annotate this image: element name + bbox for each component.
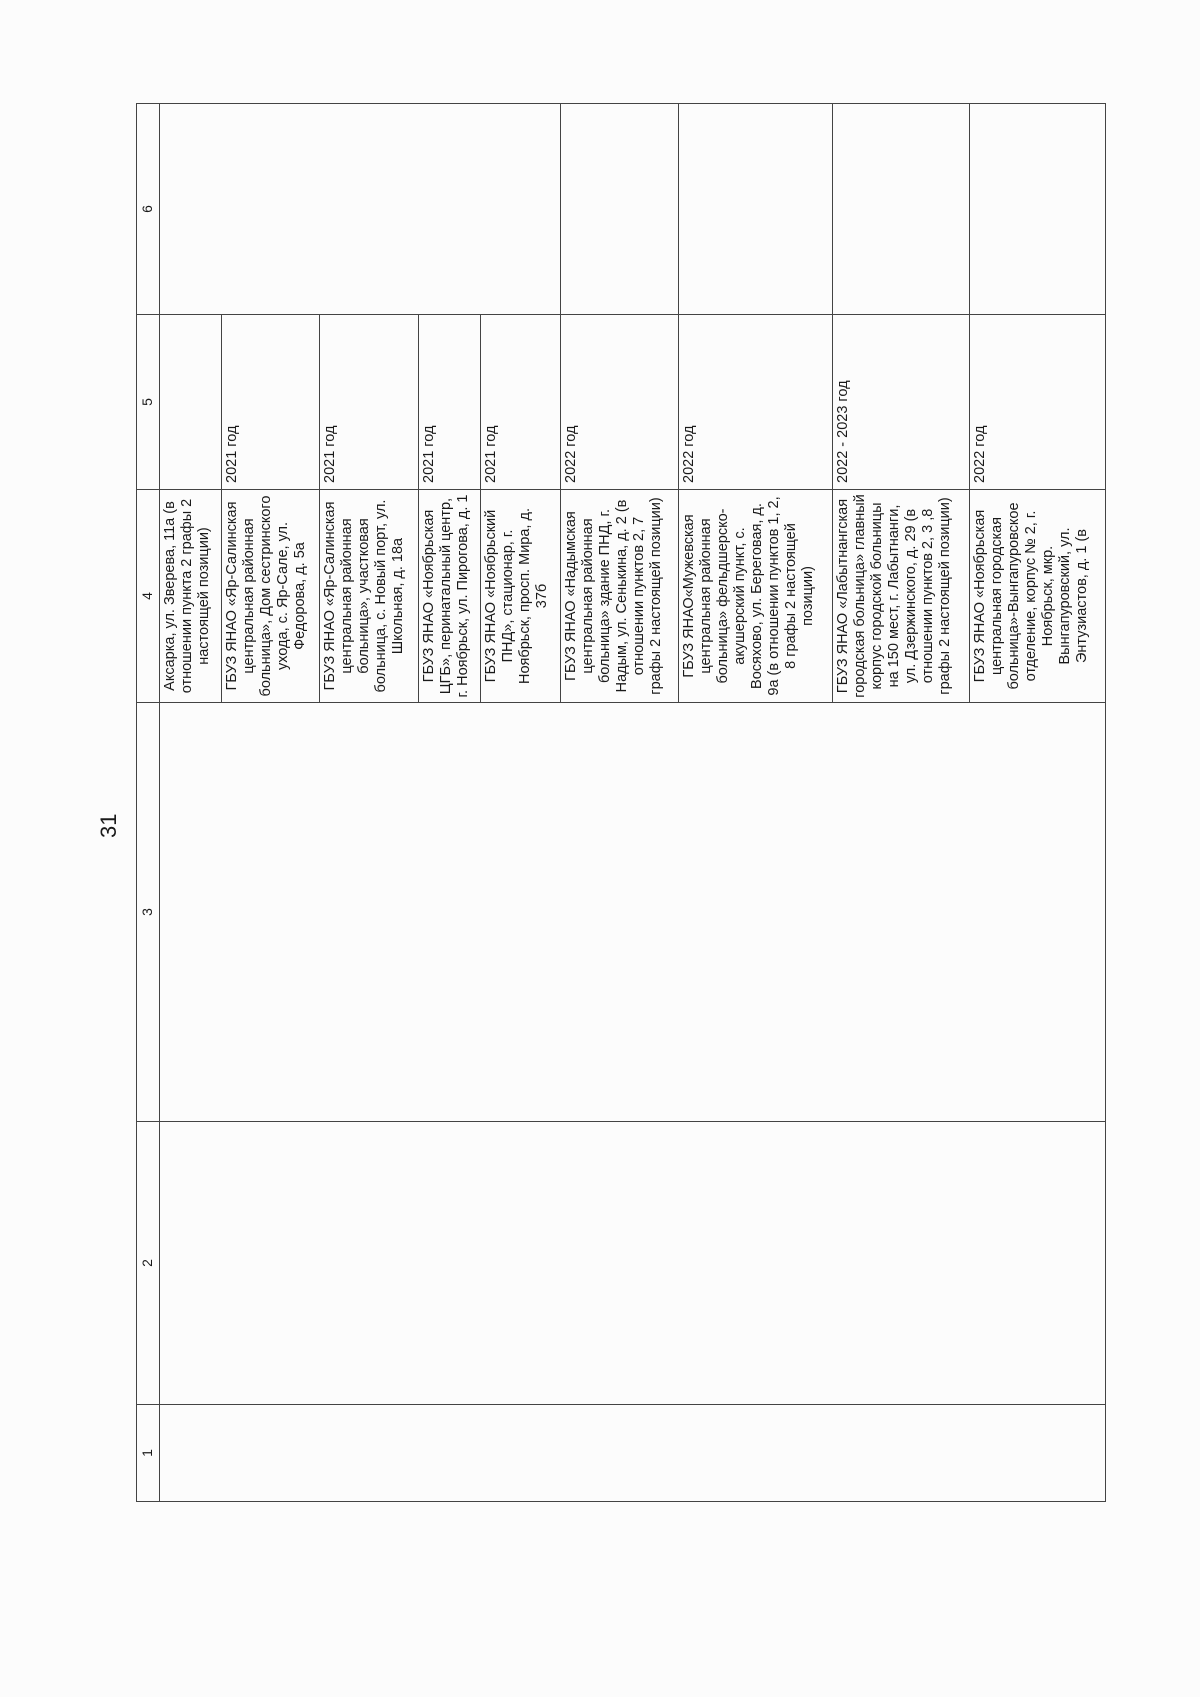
year-cell: 2022 год (560, 315, 678, 490)
page-number: 31 (96, 813, 121, 838)
cell-col6 (678, 104, 833, 315)
cell-col1 (160, 1405, 1106, 1502)
facility-cell: ГБУЗ ЯНАО «Лабытнангская городская больница» главный корпус городской больницы на 150 мест, г. Лабытнанги, ул. Дзержинского, д. 29 (в отношении пунктов 2, 3 ,8 графы 2 настоящей позиции) (833, 490, 969, 703)
column-header-3: 3 (137, 703, 160, 1122)
cell-col6 (969, 104, 1105, 315)
column-header-2: 2 (137, 1122, 160, 1405)
table-row (160, 104, 222, 1502)
year-cell: 2022 - 2023 год (833, 315, 969, 490)
cell-col6 (560, 104, 678, 315)
schedule-table (136, 103, 1106, 1502)
facility-cell: ГБУЗ ЯНАО «Яр-Салинская центральная районная больница», участковая больница, с. Новый порт, ул. Школьная, д. 18а (320, 490, 419, 703)
column-header-5: 5 (137, 315, 160, 490)
facility-cell: ГБУЗ ЯНАО «Надымская центральная районная больница» здание ПНД, г. Надым, ул. Сенькина, д. 2 (в отношении пунктов 2, 7 графы 2 настоящей позиции) (560, 490, 678, 703)
header-row (137, 104, 160, 1502)
facility-cell: ГБУЗ ЯНАО «Ноябрьская центральная городская больница»-Вынгапуровское отделение, корпус № 2, г. Ноябрьск, мкр. Вынгапуровский, ул. Энтузиастов, д. 1 (в (969, 490, 1105, 703)
facility-cell: ГБУЗ ЯНАО «Яр-Салинская центральная районная больница», Дом сестринского ухода, с. Яр-Сале, ул. Федорова, д. 5а (221, 490, 320, 703)
column-header-1: 1 (137, 1405, 160, 1502)
year-cell (160, 315, 222, 490)
cell-col6 (160, 104, 561, 315)
year-cell: 2021 год (480, 315, 560, 490)
year-cell: 2021 год (221, 315, 320, 490)
column-header-6: 6 (137, 104, 160, 315)
year-cell: 2022 год (678, 315, 833, 490)
year-cell: 2021 год (320, 315, 419, 490)
facility-cell: ГБУЗ ЯНАО «Ноябрьский ПНД», стационар, г. Ноябрьск, просп. Мира, д. 37б (480, 490, 560, 703)
column-header-4: 4 (137, 490, 160, 703)
table-container (136, 158, 1106, 1502)
facility-cell: Аксарка, ул. Зверева, 11а (в отношении пункта 2 графы 2 настоящей позиции) (160, 490, 222, 703)
cell-col2 (160, 1122, 1106, 1405)
facility-cell: ГБУЗ ЯНАО«Мужевская центральная районная больница» фельдшерско-акушерский пункт, с. Восяхово, ул. Береговая, д. 9а (в отношении пунктов 1, 2, 8 графы 2 настоящей позиции) (678, 490, 833, 703)
cell-col6 (833, 104, 969, 315)
year-cell: 2021 год (419, 315, 481, 490)
year-cell: 2022 год (969, 315, 1105, 490)
facility-cell: ГБУЗ ЯНАО «Ноябрьская ЦГБ», перинатальный центр, г. Ноябрьск, ул. Пирогова, д. 1 (419, 490, 481, 703)
cell-col3 (160, 703, 1106, 1122)
